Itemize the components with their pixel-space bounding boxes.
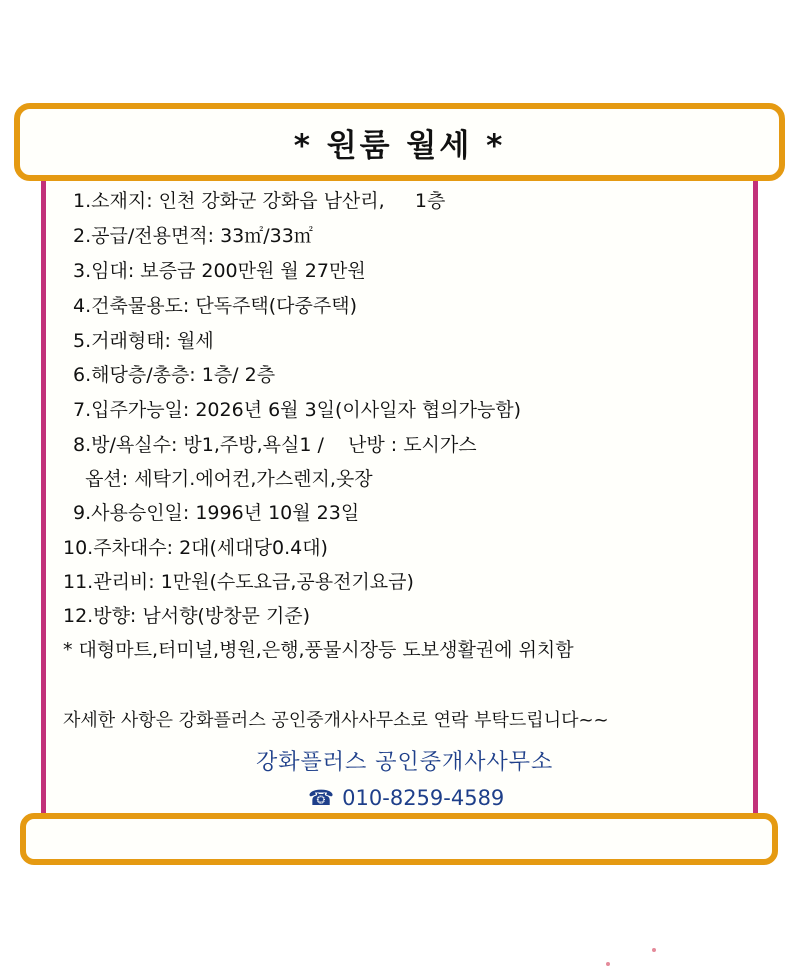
item-options: 옵션: 세탁기.에어컨,가스렌지,옷장: [73, 468, 373, 490]
item-maintenance-fee: 11.관리비: 1만원(수도요금,공용전기요금): [63, 571, 414, 593]
bottom-banner: [20, 813, 778, 865]
title-banner: [14, 103, 785, 181]
phone-contact: [308, 786, 504, 810]
phone-icon: ☎: [308, 786, 335, 810]
item-rooms: 8.방/욕실수: 방1,주방,욕실1 / 난방 : 도시가스: [73, 434, 477, 456]
item-approval-date: 9.사용승인일: 1996년 10월 23일: [73, 502, 360, 524]
item-nearby: * 대형마트,터미널,병원,은행,풍물시장등 도보생활권에 위치함: [63, 639, 574, 661]
item-location: 1.소재지: 인천 강화군 강화읍 남산리, 1층: [73, 190, 446, 212]
page-title: * 원룸 월세 *: [293, 127, 506, 164]
item-rent: 3.임대: 보증금 200만원 월 27만원: [73, 260, 366, 282]
item-move-in-date: 7.입주가능일: 2026년 6월 3일(이사일자 협의가능함): [73, 399, 522, 421]
item-area: 2.공급/전용면적: 33㎡/33㎡: [73, 225, 313, 247]
decorative-dot: [606, 962, 610, 966]
decorative-dot: [652, 948, 656, 952]
item-floor: 6.해당층/총층: 1층/ 2층: [73, 364, 276, 386]
item-parking: 10.주차대수: 2대(세대당0.4대): [63, 537, 328, 559]
office-name: 강화플러스 공인중개사사무소: [256, 750, 554, 775]
item-direction: 12.방향: 남서향(방창문 기준): [63, 605, 311, 627]
phone-number: 010-8259-4589: [342, 786, 505, 810]
item-deal-type: 5.거래형태: 월세: [73, 330, 214, 352]
item-building-use: 4.건축물용도: 단독주택(다중주택): [73, 295, 357, 317]
contact-note: 자세한 사항은 강화플러스 공인중개사사무소로 연락 부탁드립니다~~: [63, 710, 609, 731]
